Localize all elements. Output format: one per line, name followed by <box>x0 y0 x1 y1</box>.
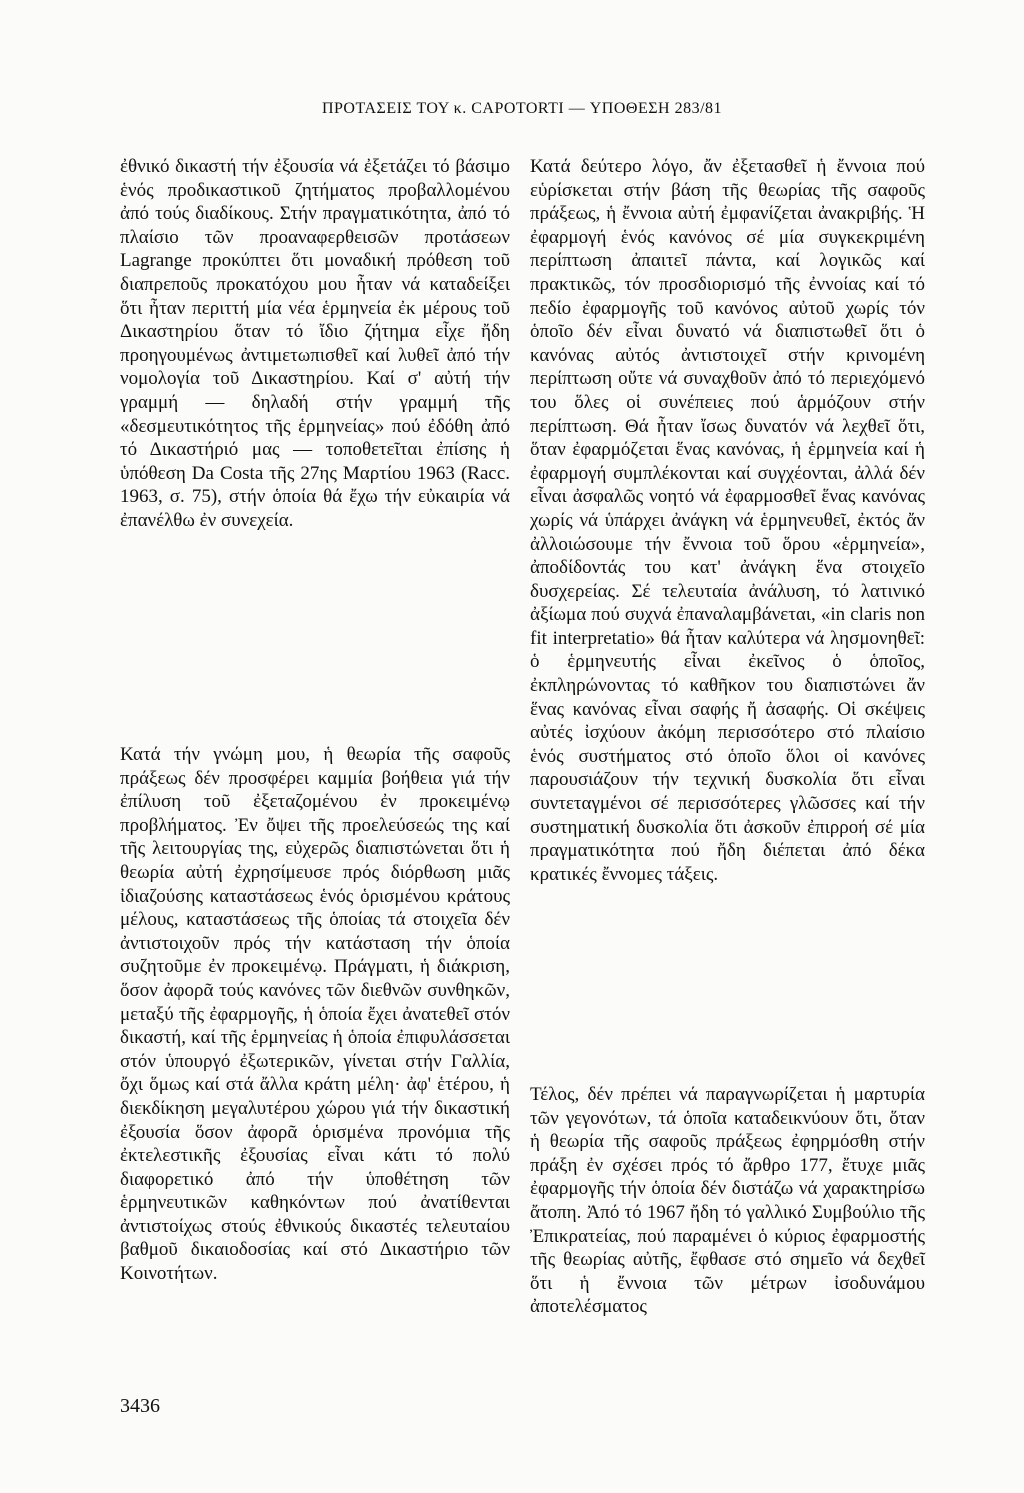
left-paragraph-2: Κατά τήν γνώμη μου, ἡ θεωρία τῆς σαφοῦς πράξεως δέν προσφέρει καμμία βοήθεια γιά τήν ἐπίλυση τοῦ ἐξεταζομένου ἐν προκειμένῳ προβλήματος. Ἐν ὄψει τῆς προελεύσεώς της καί τῆς λειτουργίας της, εὐχερῶς διαπιστώνεται ὅτι ἡ θεωρία αὐτή ἐχρησίμευσε πρός διόρθωση μιᾶς ἰδιαζούσης καταστάσεως ἑνός ὁρισμένου κράτους μέλους, καταστάσεως τῆς ὁποίας τά στοιχεῖα δέν ἀντιστοιχοῦν πρός τήν κατάσταση τήν ὁποία συζητοῦμε ἐν προκειμένῳ. Πράγματι, ἡ διάκριση, ὅσον ἀφορᾶ τούς κανόνες τῶν διεθνῶν συνθηκῶν, μεταξύ τῆς ἐφαρμογῆς, ἡ ὁποία ἔχει ἀνατεθεῖ στόν δικαστή, καί τῆς ἑρμηνείας ἡ ὁποία ἐπιφυλάσσεται στόν ὑπουργό ἐξωτερικῶν, γίνεται στήν Γαλλία, ὄχι ὅμως καί στά ἄλλα κράτη μέλη· ἀφ' ἑτέρου, ἡ διεκδίκηση μεγαλυτέρου χώρου γιά τήν δικαστική ἐξουσία ὅσον ἀφορᾶ ὁρισμένα προνόμια τῆς ἐκτελεστικῆς ἐξουσίας εἶναι κάτι τό πολύ διαφορετικό ἀπό τήν ὑποθέτηση τῶν ἑρμηνευτικῶν καθηκόντων πού ἀνατίθενται ἀντιστοίχως στούς ἐθνικούς δικαστές τελευταίου βαθμοῦ δικαιοδοσίας καί στό Δικαστήριο τῶν Κοινοτήτων. <box>120 744 510 1285</box>
right-column-block-1 <box>530 155 925 886</box>
right-paragraph-1: Κατά δεύτερο λόγο, ἄν ἐξετασθεῖ ἡ ἔννοια πού εὑρίσκεται στήν βάση τῆς θεωρίας τῆς σαφοῦς πράξεως, ἡ ἔννοια αὐτή ἐμφανίζεται ἀνακριβής. Ἡ ἐφαρμογή ἑνός κανόνος σέ μία συγκεκριμένη περίπτωση ἀπαιτεῖ πάντα, καί λογικῶς καί πρακτικῶς, τόν προσδιορισμό τῆς ἐννοίας καί τό πεδίο ἐφαρμογῆς τοῦ κανόνος αὐτοῦ χωρίς τόν ὁποῖο δέν εἶναι δυνατό νά διαπιστωθεῖ ὅτι ὁ κανόνας αὐτός ἀντιστοιχεῖ στήν κρινομένη περίπτωση οὔτε νά συναχθοῦν ἀπό τό περιεχόμενό του ὅλες οἱ συνέπειες πού ἁρμόζουν στήν περίπτωση. Θά ἦταν ἴσως δυνατόν νά λεχθεῖ ὅτι, ὅταν ἐφαρμόζεται ἕνας κανόνας, ἡ ἑρμηνεία καί ἡ ἐφαρμογή συμπλέκονται καί συγχέονται, ἀλλά δέν εἶναι ἀσφαλῶς νοητό νά ἐφαρμοσθεῖ ἕνας κανόνας χωρίς νά ὑπάρχει ἀνάγκη νά ἑρμηνευθεῖ, ἐκτός ἄν ἀλλοιώσουμε τήν ἔννοια τοῦ ὅρου «ἑρμηνεία», ἀποδίδοντάς του κατ' ἀνάγκη ἕνα στοιχεῖο δυσχερείας. Σέ τελευταία ἀνάλυση, τό λατινικό ἀξίωμα πού συχνά ἐπαναλαμβάνεται, «in claris non fit interpretatio» θά ἦταν καλύτερα νά λησμονηθεῖ: ὁ ἑρμηνευτής εἶναι ἐκεῖνος ὁ ὁποῖος, ἐκπληρώνοντας τό καθῆκον του διαπιστώνει ἄν ἕνας κανόνας εἶναι σαφής ἤ ἀσαφής. Οἱ σκέψεις αὐτές ἰσχύουν ἀκόμη περισσότερο στό πλαίσιο ἑνός συστήματος στό ὁποῖο ὅλοι οἱ κανόνες παρουσιάζουν τήν τεχνική δυσκολία ὅτι εἶναι συντεταγμένοι σέ περισσότερες γλῶσσες καί τήν συστηματική δυσκολία ὅτι ἀσκοῦν ἐπιρροή σέ μία πραγματικότητα πού ἤδη διέπεται ἀπό δέκα κρατικές ἔννομες τάξεις. <box>530 156 925 885</box>
page-number: 3436 <box>120 1395 160 1417</box>
left-column-block-2 <box>120 743 510 1286</box>
right-column-block-2 <box>530 1083 925 1319</box>
left-column-block-1 <box>120 155 510 533</box>
right-paragraph-2: Τέλος, δέν πρέπει νά παραγνωρίζεται ἡ μαρτυρία τῶν γεγονότων, τά ὁποῖα καταδεικνύουν ὅτι, ὅταν ἡ θεωρία τῆς σαφοῦς πράξεως ἐφηρμόσθη στήν πράξη ἐν σχέσει πρός τό ἄρθρο 177, ἔτυχε μιᾶς ἐφαρμογῆς τήν ὁποία δέν διστάζω νά χαρακτηρίσω ἄτοπη. Ἀπό τό 1967 ἤδη τό γαλλικό Συμβούλιο τῆς Ἐπικρατείας, πού παραμένει ὁ κύριος ἐφαρμοστής τῆς θεωρίας αὐτῆς, ἔφθασε στό σημεῖο νά δεχθεῖ ὅτι ἡ ἔννοια τῶν μέτρων ἰσοδυνάμου ἀποτελέσματος <box>530 1084 925 1318</box>
running-header: ΠΡΟΤΑΣΕΙΣ ΤΟΥ κ. CAPOTORTI — ΥΠΟΘΕΣΗ 283/81 <box>321 100 723 117</box>
left-paragraph-1: ἐθνικό δικαστή τήν ἐξουσία νά ἐξετάζει τό βάσιμο ἑνός προδικαστικοῦ ζητήματος προβαλλομένου ἀπό τούς διαδίκους. Στήν πραγματικότητα, ἀπό τό πλαίσιο τῶν προαναφερθεισῶν προτάσεων Lagrange προκύπτει ὅτι μοναδική πρόθεση τοῦ διαπρεποῦς προκατόχου μου ἦταν νά καταδείξει ὅτι ἦταν περιττή μία νέα ἑρμηνεία ἐκ μέρους τοῦ Δικαστηρίου ὅταν τό ἴδιο ζήτημα εἶχε ἤδη προηγουμένως ἀντιμετωπισθεῖ καί λυθεῖ ἀπό τήν νομολογία τοῦ Δικαστηρίου. Καί σ' αὐτή τήν γραμμή — δηλαδή στήν γραμμή τῆς «δεσμευτικότητος τῆς ἑρμηνείας» πού ἐδόθη ἀπό τό Δικαστήριό μας — τοποθετεῖται ἐπίσης ἡ ὑπόθεση Da Costa τῆς 27ης Μαρτίου 1963 (Racc. 1963, σ. 75), στήν ὁποία θά ἔχω τήν εὐκαιρία νά ἐπανέλθω ἐν συνεχεία. <box>120 156 510 531</box>
